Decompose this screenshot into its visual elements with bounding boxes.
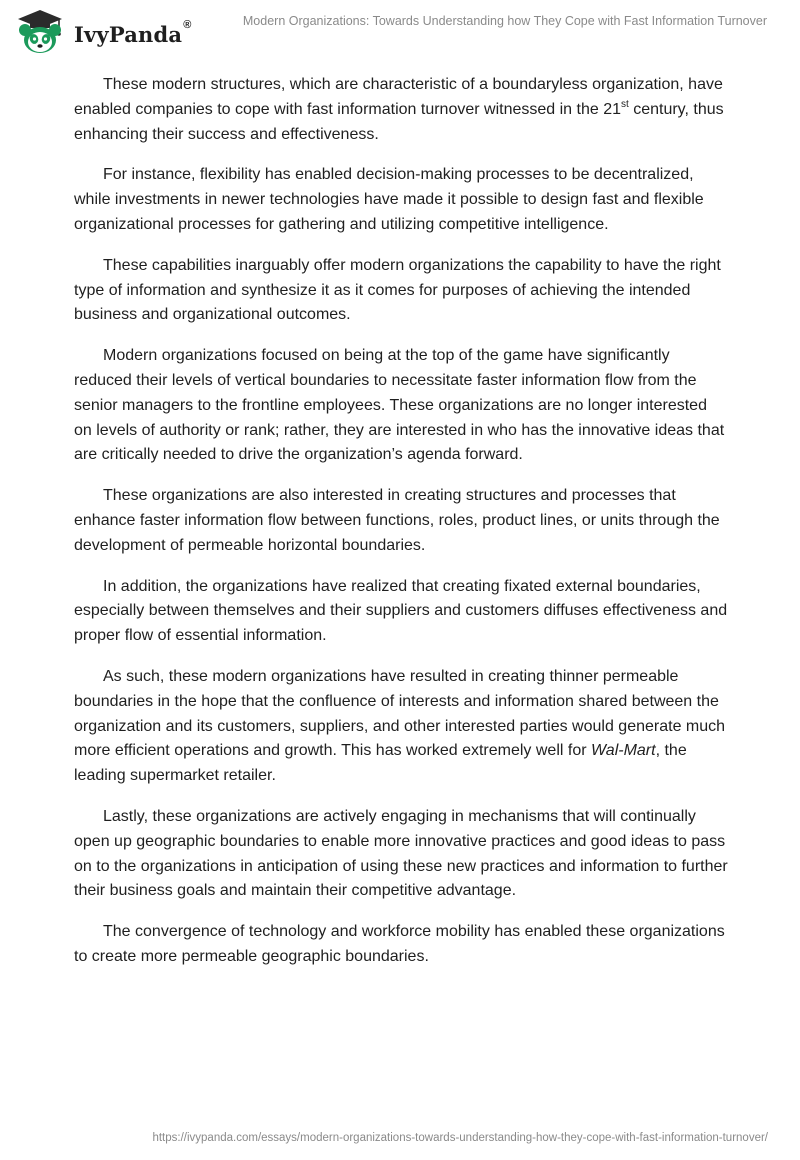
registered-mark: ® xyxy=(183,18,192,31)
paragraph-2: For instance, flexibility has enabled decision-making processes to be decentralized, while investments in newer technologies have made it possible to design fast and flexible organizational processes for gathering and utilizing competitive intelligence. xyxy=(74,166,704,233)
paragraph-7-text: As such, these modern organizations have resulted in creating thinner permeable boundaries in the hope that the confluence of interests and information shared between the organization and its customers, suppliers, and other interested parties would generate much more efficient operations and growth. This has worked extremely well for xyxy=(74,667,726,760)
paragraph-9: The convergence of technology and workforce mobility has enabled these organizations to create more permeable geographic boundaries. xyxy=(74,923,725,965)
essay-body xyxy=(74,73,728,986)
document-title: Modern Organizations: Towards Understanding how They Cope with Fast Information Turnover xyxy=(242,14,767,28)
paragraph-5: These organizations are also interested in creating structures and processes that enhance faster information flow between functions, roles, product lines, or units through the development of permeable horizontal boundaries. xyxy=(74,487,720,554)
paragraph-8: Lastly, these organizations are actively engaging in mechanisms that will continually open up geographic boundaries to enable more innovative practices and good ideas to pass on to the organizations in anticipation of using these new practices and information to further their business goals and maintain their competitive advantage. xyxy=(74,807,728,900)
paragraph-3: These capabilities inarguably offer modern organizations the capability to have the right type of information and synthesize it as it comes for purposes of achieving the intended business and organizational outcomes. xyxy=(74,256,721,324)
paragraph-1-text: These modern structures, which are characteristic of a boundaryless organization, have enabled companies to cope with fast information turnover witnessed in the 21 xyxy=(74,76,723,118)
paragraph-6: In addition, the organizations have realized that creating fixated external boundaries, especially between themselves and their suppliers and customers diffuses effectiveness and proper flow of essential information. xyxy=(74,577,728,645)
paragraph-4: Modern organizations focused on being at the top of the game have significantly reduced their levels of vertical boundaries to necessitate faster information flow from the senior managers to the frontline employees. These organizations are no longer interested on levels of authority or rank; rather, they are interested in who has the innovative ideas that are critically needed to drive the organization’s agenda forward. xyxy=(74,347,725,464)
paragraph-7-text-end: , the leading supermarket retailer. xyxy=(74,742,687,785)
ordinal-superscript: st xyxy=(620,98,629,110)
brand-name xyxy=(74,18,192,47)
company-name-italic: Wal-Mart xyxy=(590,742,656,760)
paragraph-1-text-end: century, thus enhancing their success and effectiveness. xyxy=(74,100,724,143)
paragraph-7 xyxy=(74,665,728,789)
ivypanda-logo[interactable] xyxy=(12,8,192,56)
panda-graduate-icon xyxy=(12,8,68,56)
source-url[interactable]: https://ivypanda.com/essays/modern-organizations-towards-understanding-how-they-cope-with-fast-information-turnover/ xyxy=(152,1132,768,1144)
paragraph-1 xyxy=(74,73,728,147)
page-header xyxy=(0,0,800,60)
brand-text: IvyPanda xyxy=(74,21,183,47)
